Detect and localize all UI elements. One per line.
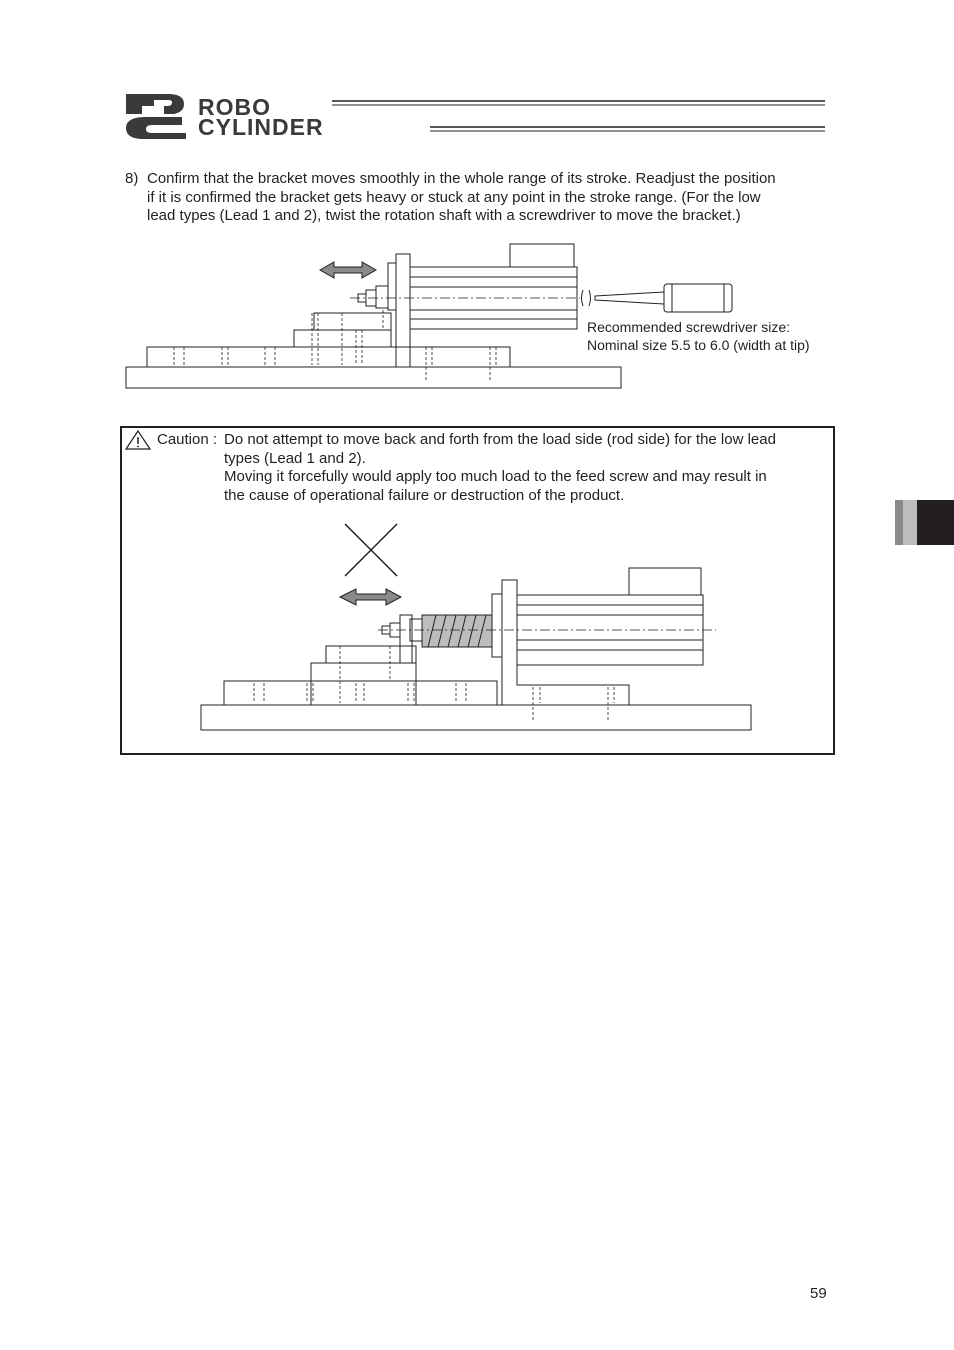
caution-label: Caution : (157, 431, 218, 448)
caution-line-4: the cause of operational failure or destruction of the product. (224, 486, 625, 504)
feed-screw (422, 615, 492, 647)
caution-line-1: Do not attempt to move back and forth from the load side (rod side) for the low lead (224, 431, 776, 448)
chapter-tab-gray (895, 500, 903, 545)
note-line-1: Recommended screwdriver size: (587, 319, 791, 335)
chapter-tab-light (903, 500, 917, 545)
caution-line-2: types (Lead 1 and 2). (224, 449, 366, 467)
double-arrow-icon (340, 589, 401, 605)
note-line-2: Nominal size 5.5 to 6.0 (width at tip) (587, 337, 810, 353)
step-line-1: Confirm that the bracket moves smoothly in the whole range of its stroke. Readjust the position (147, 170, 776, 187)
page-number: 59 (810, 1285, 827, 1302)
logo-robo: ROBO (198, 94, 271, 120)
x-mark-icon (345, 524, 397, 576)
logo-cylinder: CYLINDER (198, 114, 324, 140)
caution-line-3: Moving it forcefully would apply too much load to the feed screw and may result in (224, 468, 767, 485)
step-line-2: if it is confirmed the bracket gets heavy or stuck at any point in the stroke range. (For the low (147, 188, 761, 206)
chapter-tab-dark (917, 500, 954, 545)
step-line-3: lead types (Lead 1 and 2), twist the rotation shaft with a screwdriver to move the bracket.) (147, 207, 741, 224)
step-number: 8) (125, 170, 139, 187)
